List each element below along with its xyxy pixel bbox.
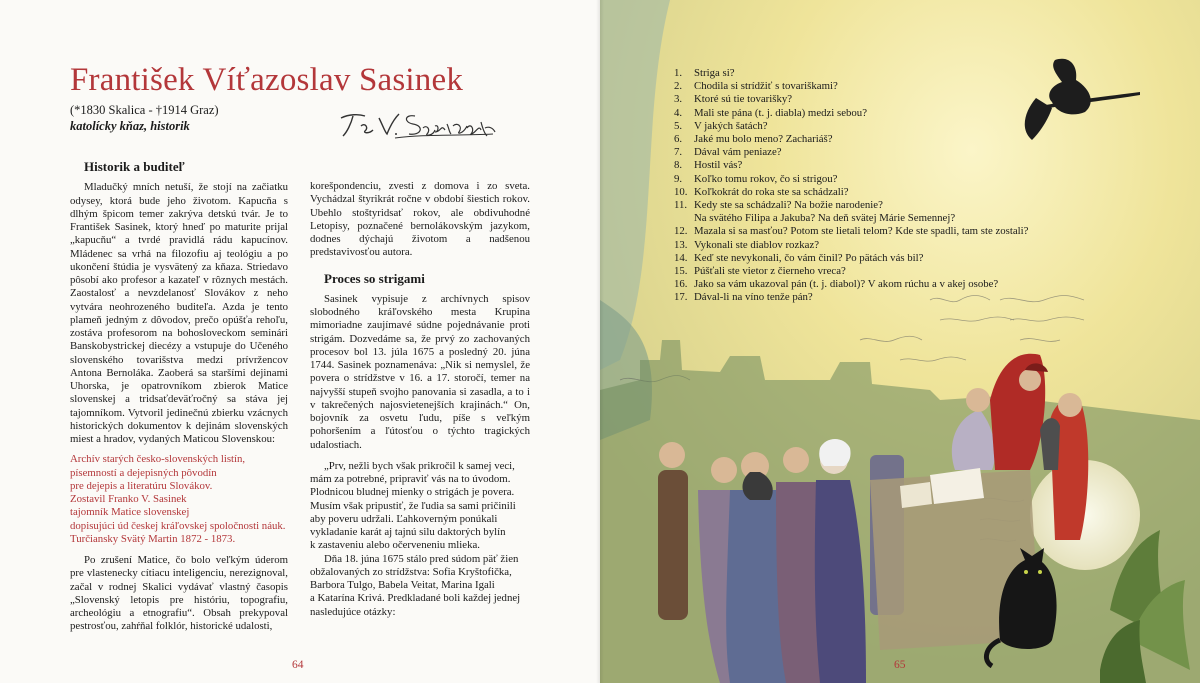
page-number-left: 64 [292, 659, 304, 671]
question-text: Jako sa vám ukazoval pán (t. j. diabol)? V akom rúchu a v akej osobe? [694, 278, 999, 291]
section-heading-historian: Historik a buditeľ [84, 159, 185, 174]
archive-line: písemností a dejepisných pôvodín [70, 466, 217, 479]
question-list [674, 67, 1028, 305]
question-number: 16. [674, 278, 688, 291]
question-text: Na svätého Filipa a Jakuba? Na deň svätej Márie Semennej? [694, 212, 956, 225]
question-item [674, 212, 1028, 225]
archive-line: Turčiansky Svätý Martin 1872 - 1873. [70, 532, 236, 545]
trial-line: Barbora Tulgo, Babela Veitat, Marina Igali [310, 579, 495, 591]
question-item [674, 252, 1028, 265]
question-number: 8. [674, 159, 683, 172]
quote-line: mám za potrebné, pripraviť vás na to úvodom. [310, 473, 511, 485]
paragraph-continuation: korešpondenciu, zvesti z domova i zo sveta. Vychádzal štyrikrát ročne v období šiestich rokov. Ubehlo stoštyridsať rokov, ale obdivuhodné Letopisy, poznačené bernolákovským jazykom, dodnes dýchajú životom a nadšenou predstavivosťou autora. [310, 180, 530, 259]
question-item [674, 225, 1028, 238]
question-item [674, 146, 1028, 159]
question-number: 17. [674, 291, 688, 304]
question-text: Jaké mu bolo meno? Zachariáš? [694, 133, 833, 146]
question-number: 10. [674, 185, 688, 198]
question-item [674, 265, 1028, 278]
question-text: Keď ste nevykonali, čo vám činil? Po pätách vás bil? [694, 251, 924, 264]
question-number: 11. [674, 199, 688, 212]
trial-line: nasledujúce otázky: [310, 605, 396, 618]
question-text: Mali ste pána (t. j. diabla) medzi sebou? [694, 106, 867, 119]
question-number: 3. [674, 93, 683, 106]
paragraph: Po zrušení Matice, čo bolo veľkým úderom pre vlastenecky cítiacu inteligenciu, nerezignoval, začal v rodnej Skalici vydávať vlastný časopis „Slovenský letopis pre históriu, topografiu, archeológiu a etnografiu“. Obsah prekypoval pestrosťou, zahŕňal folklór, historické udalosti, [70, 554, 288, 633]
question-text: Koľkokrát do roka ste sa schádzali? [694, 185, 849, 198]
question-number: 6. [674, 133, 683, 146]
book-gutter [596, 0, 604, 683]
archive-line: Archív starých česko-slovenských listín, [70, 453, 246, 466]
question-text: Mazala si sa masťou? Potom ste lietali telom? Kde ste spadli, tam ste zostali? [694, 225, 1029, 238]
question-number: 4. [674, 106, 683, 119]
column-right [310, 180, 530, 619]
question-number: 9. [674, 172, 683, 185]
question-number: 12. [674, 225, 688, 238]
page-number-right: 65 [894, 659, 906, 671]
question-number: 15. [674, 265, 688, 278]
question-item [674, 159, 1028, 172]
question-number: 13. [674, 238, 688, 251]
lifespan: (*1830 Skalica - †1914 Graz) [70, 103, 219, 117]
quote-line: aby poveru udržali. Ľahkoverným ponúkali [310, 512, 498, 525]
question-item [674, 199, 1028, 212]
question-number: 5. [674, 119, 683, 132]
paragraph: Sasinek vypisuje z archívnych spisov slobodného kráľovského mesta Krupina mimoriadne zaujímavé súdne pojednávanie proti strigám. Dozvedáme sa, že prvý zo zachovaných procesov bol 13. júla 1675 a posledný 20. júna 1744. Sasinek poznamenáva: „Nik si nemyslel, že povera o strídžstve v 16. a 17. storočí, temer na najvyšší stupeň svojho panovania si zasadla, a to i v takrečených najosvietenejších krajinách.“ On, bojovník za osvetu ľudu, píše s veľkým pohoršením a ľútosťou o týchto tragických udalostiach. [310, 292, 530, 451]
archive-line: pre dejepis a literatúru Slovákov. [70, 479, 213, 492]
handwritten-signature [335, 104, 500, 142]
trial-line: a Katarína Krivá. Predkladané boli každej jednej [310, 592, 521, 605]
trial-line: obžalovaných zo strídžstva: Sofia Kryštofička, [310, 565, 512, 578]
question-text: Hostil vás? [694, 159, 743, 172]
question-item [674, 239, 1028, 252]
column-left [70, 160, 288, 634]
archive-line: dopisujúci úd českej kráľovskej spoločnosti náuk. [70, 519, 286, 532]
quote-line: vykladanie karát aj tajnú silu daktorých bylín [310, 526, 506, 538]
archive-title-block [70, 453, 288, 546]
question-item [674, 107, 1028, 120]
question-number: 14. [674, 251, 688, 264]
question-item [674, 80, 1028, 93]
archive-line: Zostavil Franko V. Sasinek [70, 493, 187, 505]
question-text: Vykonali ste diablov rozkaz? [694, 238, 820, 251]
question-item [674, 186, 1028, 199]
question-text: Koľko tomu rokov, čo si strigou? [694, 172, 838, 185]
question-text: Chodila si strídžiť s tovariškami? [694, 80, 838, 93]
quote-block [310, 460, 530, 619]
page-title: František Víťazoslav Sasinek [70, 62, 464, 98]
question-item [674, 173, 1028, 186]
quote-line: Musím však pripustiť, že ľudia sa sami pričinili [310, 499, 516, 512]
question-text: V jakých šatách? [694, 119, 768, 132]
question-item [674, 67, 1028, 80]
question-item [674, 120, 1028, 133]
question-item [674, 133, 1028, 146]
question-number: 7. [674, 146, 683, 159]
question-item [674, 291, 1028, 304]
paragraph: Mladučký mních netuší, že stojí na začiatku odysey, ktorá bude jeho životom. Kapucňa s dlhým špicom temer zakrýva detskú tvár. Je to František Sasinek, ktorý hneď po maturite prijal „kapucňu“ a tvrdé pravidlá rádu kapucínov. Mládenec sa vrhá na filozofiu aj teológiu a po ukončení štúdia je vysvätený za kňaza. Striedavo pôsobí ako profesor a kazateľ v rôznych mestách. Zaostalosť a nevzdelanosť Slovákov z neho vytvára neohrozeného buditeľa. Azda je tento plameň jedným z dôvodov, prečo opúšťa rehoľu, zostáva profesorom na bohosloveckom seminári Banskobystrickej diecézy a vstupuje do Učeného slovenského tovarišstva medzi prívržencov Antona Bernoláka. Zaoberá sa staršími dejinami Uhorska, je opatrovníkom zbierok Matice slovenskej a tridsaťdeväťročný sa stáva jej tajomníkom. Vytvoril jedinečnú zbierku vzácnych historických dokumentov k dejinám slovenských miest a hradov, vydaných Maticou Slovenskou: [70, 181, 288, 445]
question-text: Kedy ste sa schádzali? Na božie narodenie? [694, 199, 883, 212]
right-page [600, 0, 1200, 683]
question-text: Striga si? [694, 67, 735, 79]
role-subtitle: katolícky kňaz, historik [70, 119, 190, 133]
question-number: 2. [674, 80, 683, 93]
trial-line: Dňa 18. júna 1675 stálo pred súdom päť žien [324, 552, 519, 565]
question-number: 1. [674, 67, 683, 79]
question-item [674, 278, 1028, 291]
question-text: Dával vám peniaze? [694, 146, 782, 159]
quote-line: Plodnicou bludnej mienky o strigách je povera. [310, 486, 515, 499]
question-number [674, 212, 694, 225]
question-text: Ktoré sú tie tovarišky? [694, 93, 793, 106]
question-item [674, 93, 1028, 106]
quote-line: k zastaveniu alebo očerveneniu mlieka. [310, 539, 480, 552]
section-heading-witch-trial: Proces so strigami [324, 270, 425, 286]
question-text: Púšťali ste vietor z čierneho vreca? [694, 265, 846, 278]
question-text: Dával-li na víno tenže pán? [694, 291, 813, 304]
quote-line: „Prv, nežli bych však prikročil k samej veci, [324, 459, 515, 472]
archive-line: tajomník Matice slovenskej [70, 506, 190, 519]
